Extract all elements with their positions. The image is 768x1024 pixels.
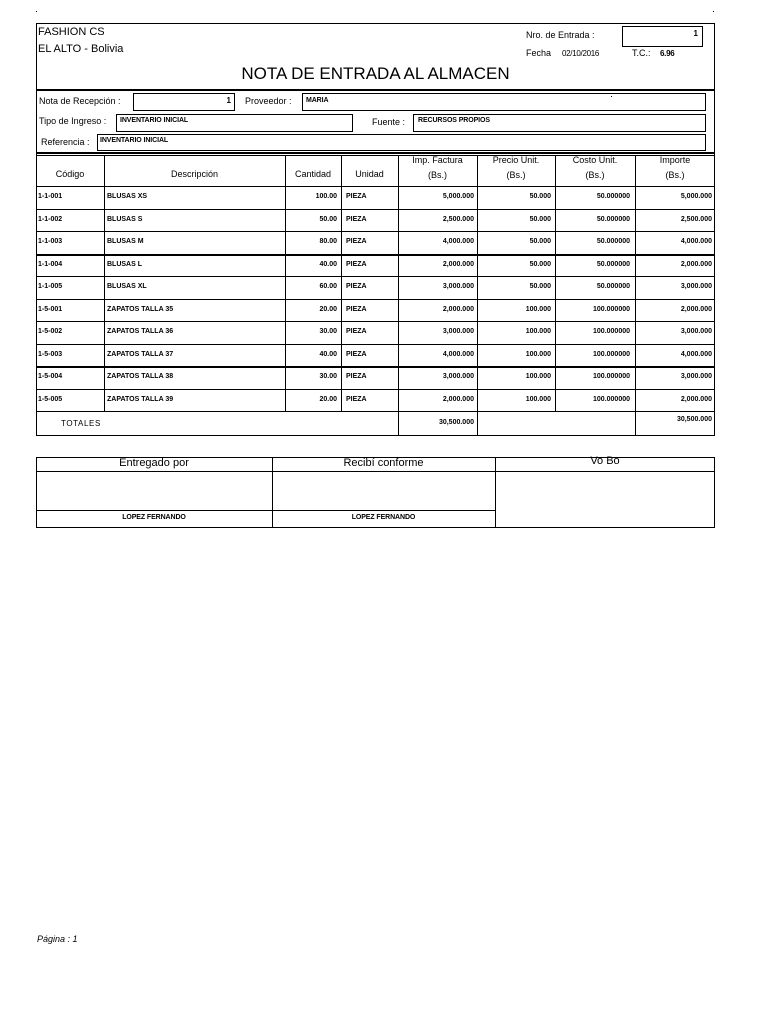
referencia-field [97,134,706,151]
col-header-cantidad: Cantidad [294,169,332,179]
cell-precio: 100.000 [525,351,551,358]
cell-imp-factura: 3,000.000 [442,373,474,380]
company-location: EL ALTO - Bolivia [38,43,124,55]
cell-codigo: 1-5-004 [38,373,63,380]
cell-importe: 2,500.000 [680,216,712,223]
cell-importe: 3,000.000 [680,283,712,290]
col-divider-1 [104,155,105,411]
cell-unidad: PIEZA [346,306,367,313]
cell-costo: 50.000000 [596,193,630,200]
fecha-value: 02/10/2016 [562,49,600,58]
page-title: NOTA DE ENTRADA AL ALMACEN [241,64,510,83]
cell-imp-factura: 2,000.000 [442,261,474,268]
row-rule [36,186,715,187]
cell-codigo: 1-1-003 [38,238,63,245]
fuente-label: Fuente : [372,117,406,127]
fecha-label: Fecha [526,48,552,58]
nota-recepcion-value: 1 [226,96,231,105]
cell-cantidad: 20.00 [319,306,337,313]
recibi-conforme-label: Recibí conforme [343,457,424,469]
cell-cantidad: 60.00 [319,283,337,290]
cell-importe: 4,000.000 [680,238,712,245]
cell-imp-factura: 3,000.000 [442,328,474,335]
cell-imp-factura: 4,000.000 [442,351,474,358]
cell-codigo: 1-1-004 [38,261,63,268]
proveedor-field [302,93,706,111]
cell-unidad: PIEZA [346,396,367,403]
tc-label: T.C.: [632,48,651,58]
cell-codigo: 1-1-002 [38,216,63,223]
cell-imp-factura: 3,000.000 [442,283,474,290]
nro-entrada-value: 1 [693,29,698,38]
cell-costo: 100.000000 [593,396,630,403]
cell-descripcion: ZAPATOS TALLA 35 [107,306,174,313]
entregado-por-label: Entregado por [119,457,189,469]
cell-cantidad: 30.00 [319,328,337,335]
cell-codigo: 1-1-001 [38,193,63,200]
cell-codigo: 1-5-005 [38,396,63,403]
cell-importe: 3,000.000 [680,328,712,335]
entregado-por-name: LOPEZ FERNANDO [122,514,186,521]
totales-importe: 30,500.000 [676,416,712,423]
cell-imp-factura: 2,000.000 [442,306,474,313]
cell-descripcion: BLUSAS XS [107,193,148,200]
cell-importe: 3,000.000 [680,373,712,380]
recibi-conforme-name: LOPEZ FERNANDO [351,514,416,521]
cell-codigo: 1-1-005 [38,283,63,290]
cell-precio: 50.000 [529,238,551,245]
cell-imp-factura: 5,000.000 [442,193,474,200]
referencia-value: INVENTARIO INICIAL [100,137,169,144]
vo-bo-label: Vo Bo [590,455,620,467]
col-header-costo: Costo Unit. [572,155,618,165]
cell-unidad: PIEZA [346,261,367,268]
cell-costo: 100.000000 [593,373,630,380]
totales-imp-factura: 30,500.000 [438,419,474,426]
tipo-ingreso-value: INVENTARIO INICIAL [120,117,189,124]
cell-costo: 100.000000 [593,306,630,313]
proveedor-label: Proveedor : [245,96,292,106]
cell-descripcion: ZAPATOS TALLA 39 [107,396,174,403]
proveedor-value: MARIA [306,97,329,104]
cell-costo: 50.000000 [596,261,630,268]
cell-precio: 100.000 [525,306,551,313]
cell-precio: 50.000 [529,216,551,223]
cell-descripcion: ZAPATOS TALLA 38 [107,373,174,380]
cell-unidad: PIEZA [346,216,367,223]
signature-divider-2 [495,457,496,528]
col-header-precio: Precio Unit. [492,155,540,165]
cell-descripcion: ZAPATOS TALLA 36 [107,328,174,335]
nro-entrada-label: Nro. de Entrada : [526,30,595,40]
cell-costo: 100.000000 [593,351,630,358]
cell-importe: 4,000.000 [680,351,712,358]
cell-importe: 2,000.000 [680,306,712,313]
col-header-descripcion: Descripción [170,169,219,179]
totales-label: TOTALES [61,419,101,428]
proveedor-field-mark [611,96,612,97]
row-rule [36,209,715,210]
page-number: Página : 1 [37,934,78,944]
cell-codigo: 1-5-002 [38,328,63,335]
company-name: FASHION CS [38,26,105,38]
cell-importe: 2,000.000 [680,261,712,268]
nota-recepcion-label: Nota de Recepción : [39,96,121,106]
totals-rule [36,411,715,412]
cell-unidad: PIEZA [346,238,367,245]
cell-precio: 50.000 [529,193,551,200]
cell-precio: 100.000 [525,373,551,380]
col-divider-3 [341,155,342,411]
col-header-importe-unit: (Bs.) [665,170,685,180]
cell-precio: 50.000 [529,283,551,290]
cell-imp-factura: 2,500.000 [442,216,474,223]
cell-precio: 100.000 [525,328,551,335]
cell-cantidad: 100.00 [315,193,337,200]
row-rule [36,344,715,345]
referencia-label: Referencia : [41,137,90,147]
cell-descripcion: BLUSAS S [107,216,143,223]
row-rule [36,254,715,256]
cell-costo: 50.000000 [596,238,630,245]
cell-descripcion: ZAPATOS TALLA 37 [107,351,174,358]
row-rule [36,389,715,390]
cell-imp-factura: 2,000.000 [442,396,474,403]
cell-cantidad: 80.00 [319,238,337,245]
cell-unidad: PIEZA [346,373,367,380]
cell-cantidad: 50.00 [319,216,337,223]
corner-mark-left [36,11,37,12]
cell-cantidad: 20.00 [319,396,337,403]
cell-cantidad: 40.00 [319,351,337,358]
col-header-importe: Importe [659,155,691,165]
cell-codigo: 1-5-003 [38,351,63,358]
col-header-costo-unit: (Bs.) [585,170,605,180]
signature-header-rule [36,471,715,472]
cell-descripcion: BLUSAS M [107,238,144,245]
col-header-codigo: Código [55,169,85,179]
cell-precio: 100.000 [525,396,551,403]
cell-cantidad: 30.00 [319,373,337,380]
row-rule [36,366,715,368]
cell-descripcion: BLUSAS L [107,261,142,268]
cell-imp-factura: 4,000.000 [442,238,474,245]
row-rule [36,299,715,300]
cell-costo: 100.000000 [593,328,630,335]
row-rule [36,276,715,277]
cell-codigo: 1-5-001 [38,306,63,313]
tipo-ingreso-label: Tipo de Ingreso : [39,116,107,126]
cell-unidad: PIEZA [346,193,367,200]
col-header-precio-unit: (Bs.) [506,170,526,180]
cell-cantidad: 40.00 [319,261,337,268]
tc-value: 6.96 [660,49,675,58]
col-header-imp-factura: Imp. Factura [412,155,463,165]
cell-costo: 50.000000 [596,283,630,290]
corner-mark-right [713,11,714,12]
cell-importe: 2,000.000 [680,396,712,403]
row-rule [36,231,715,232]
col-header-unidad: Unidad [355,169,384,179]
signature-name-rule [36,510,496,511]
row-rule [36,321,715,322]
cell-importe: 5,000.000 [680,193,712,200]
cell-costo: 50.000000 [596,216,630,223]
fuente-value: RECURSOS PROPIOS [418,117,490,124]
cell-descripcion: BLUSAS XL [107,283,147,290]
col-header-imp-factura-unit: (Bs.) [428,170,447,180]
cell-unidad: PIEZA [346,283,367,290]
cell-precio: 50.000 [529,261,551,268]
cell-unidad: PIEZA [346,351,367,358]
cell-unidad: PIEZA [346,328,367,335]
